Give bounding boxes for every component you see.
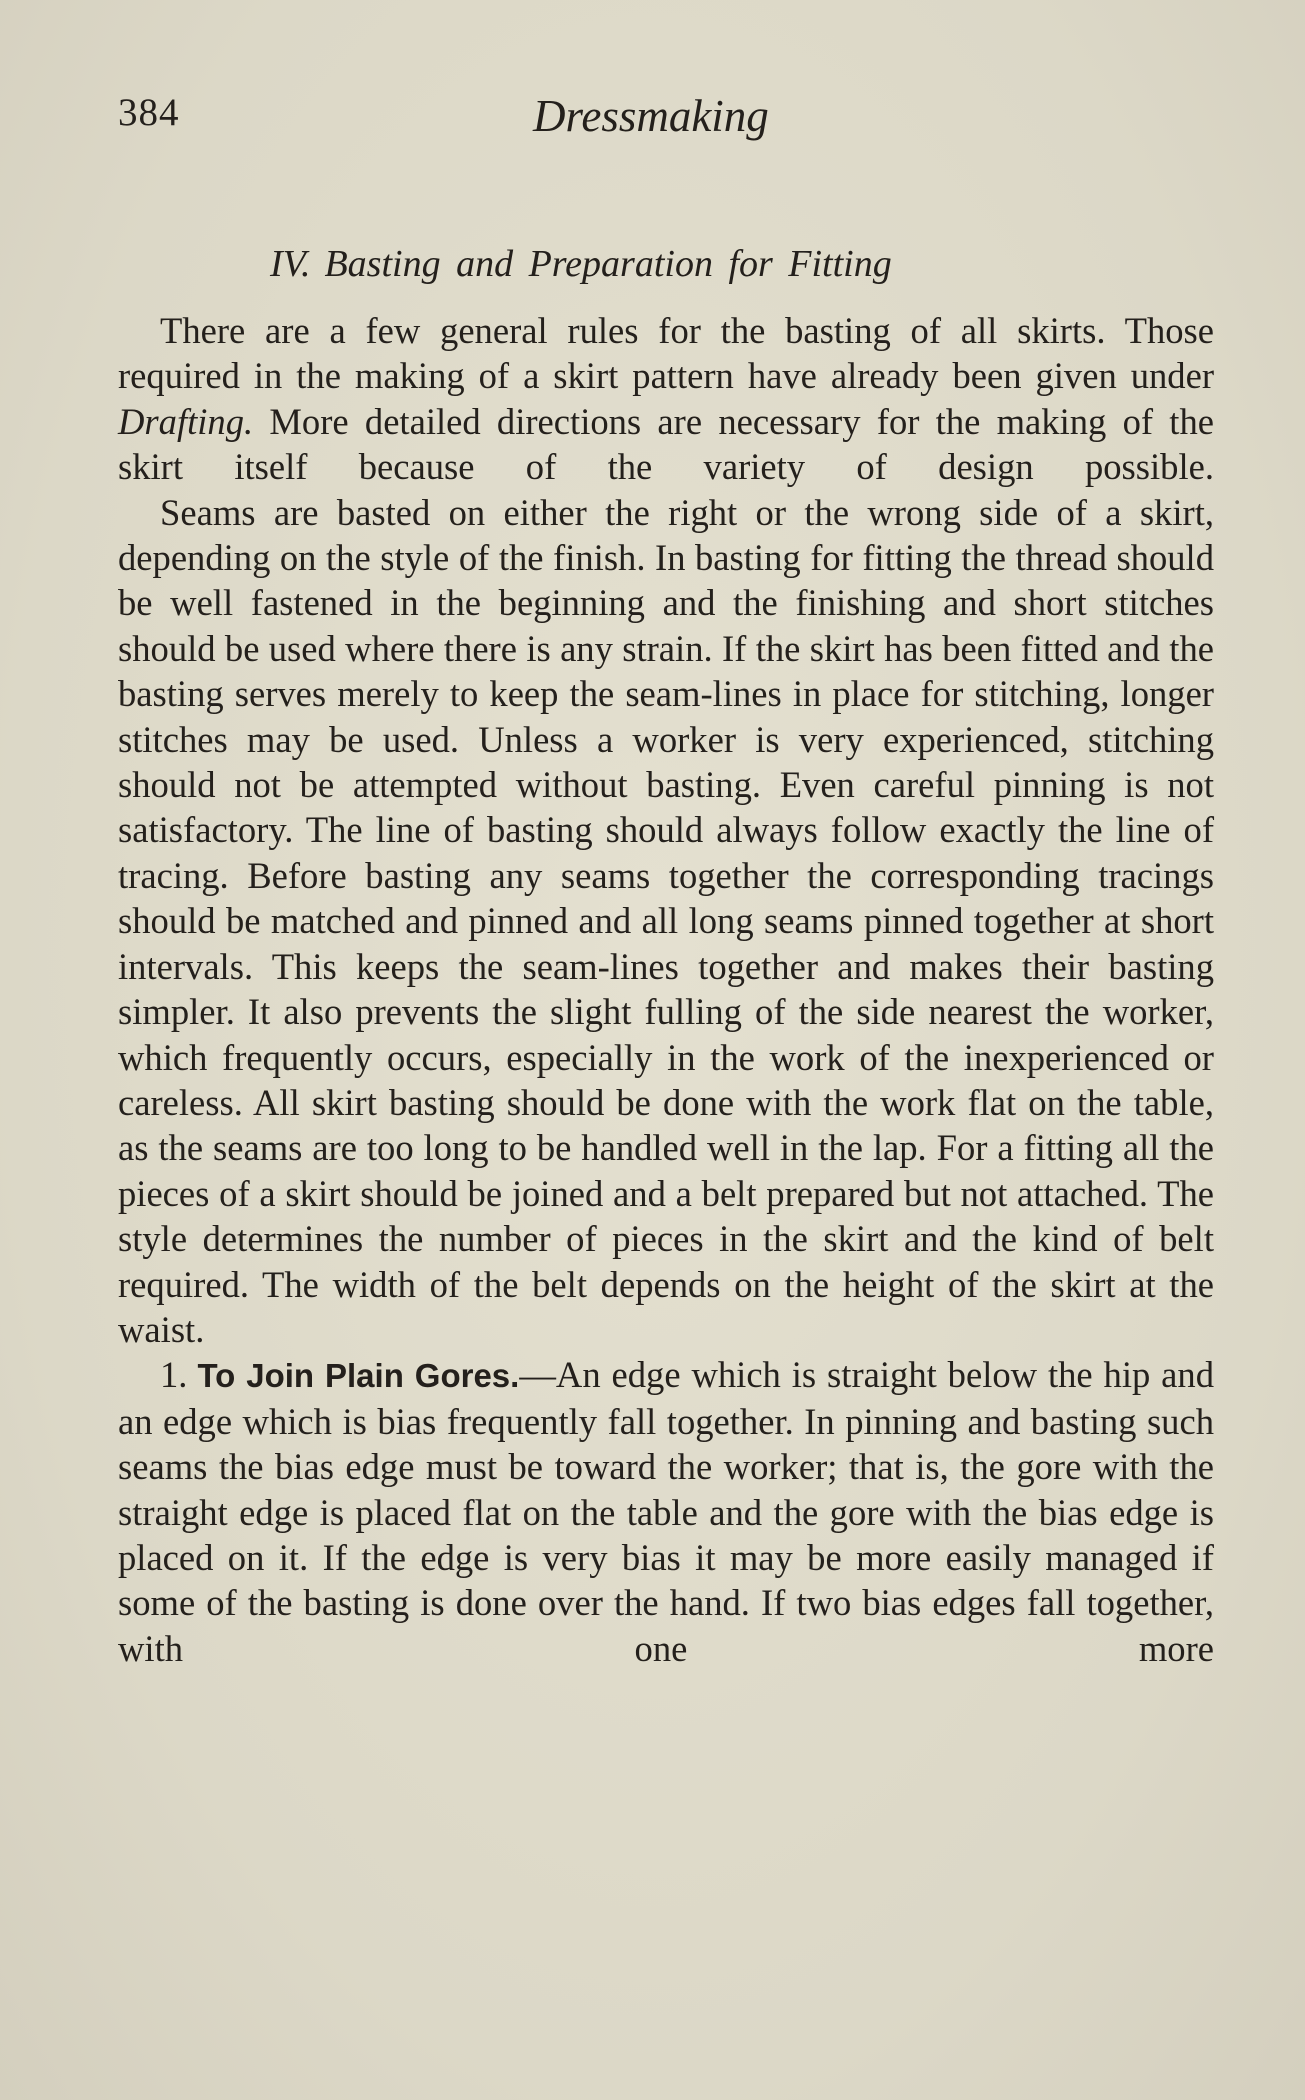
- paragraph-1-italic-term: Drafting.: [118, 400, 254, 442]
- paragraph-3-run-in-heading: To Join Plain Gores.: [197, 1357, 520, 1395]
- section-title: Basting and Preparation for Fitting: [324, 243, 892, 285]
- page-number: 384: [118, 91, 180, 134]
- paragraph-1-text-a: There are a few general rules for the basting of all skirts. Those required in the making of a skirt pattern have already been given under: [118, 310, 1214, 397]
- paragraph-1: [118, 308, 1214, 490]
- paragraph-2: Seams are basted on either the right or the wrong side of a skirt, depending on the style of the finish. In basting for fitting the thread should be well fastened in the beginning and the finishing and short stitches should be used where there is any strain. If the skirt has been fitted and the basting serves merely to keep the seam-lines in place for stitching, longer stitches may be used. Unless a worker is very experienced, stitching should not be attempted without basting. Even careful pinning is not satisfactory. The line of basting should always follow exactly the line of tracing. Before basting any seams together the corresponding tracings should be matched and pinned and all long seams pinned together at short intervals. This keeps the seam-lines together and makes their basting simpler. It also prevents the slight fulling of the side nearest the worker, which frequently occurs, especially in the work of the inexperienced or careless. All skirt basting should be done with the work flat on the table, as the seams are too long to be handled well in the lap. For a fitting all the pieces of a skirt should be joined and a belt prepared but not attached. The style determines the number of pieces in the skirt and the kind of belt required. The width of the belt depends on the height of the skirt at the waist.: [118, 491, 1214, 1350]
- body-text: [118, 308, 1214, 1671]
- section-heading: [270, 242, 892, 286]
- running-head: [118, 82, 1218, 152]
- running-title: Dressmaking: [533, 91, 769, 141]
- paragraph-3-text: —An edge which is straight below the hip and an edge which is bias frequently fall together. In pinning and basting such seams the bias edge must be toward the worker; that is, the gore with the straight edge is placed flat on the table and the gore with the bias edge is placed on it. If the edge is very bias it may be more easily managed if some of the basting is done over the hand. If two bias edges fall together, with one more: [118, 1354, 1214, 1669]
- paragraph-3-number: 1.: [160, 1354, 188, 1396]
- paragraph-1-text-b: More detailed directions are necessary for the making of the skirt itself because of the variety of design possible.: [118, 400, 1214, 488]
- section-numeral: IV.: [270, 243, 311, 285]
- paragraph-3: [118, 1352, 1214, 1671]
